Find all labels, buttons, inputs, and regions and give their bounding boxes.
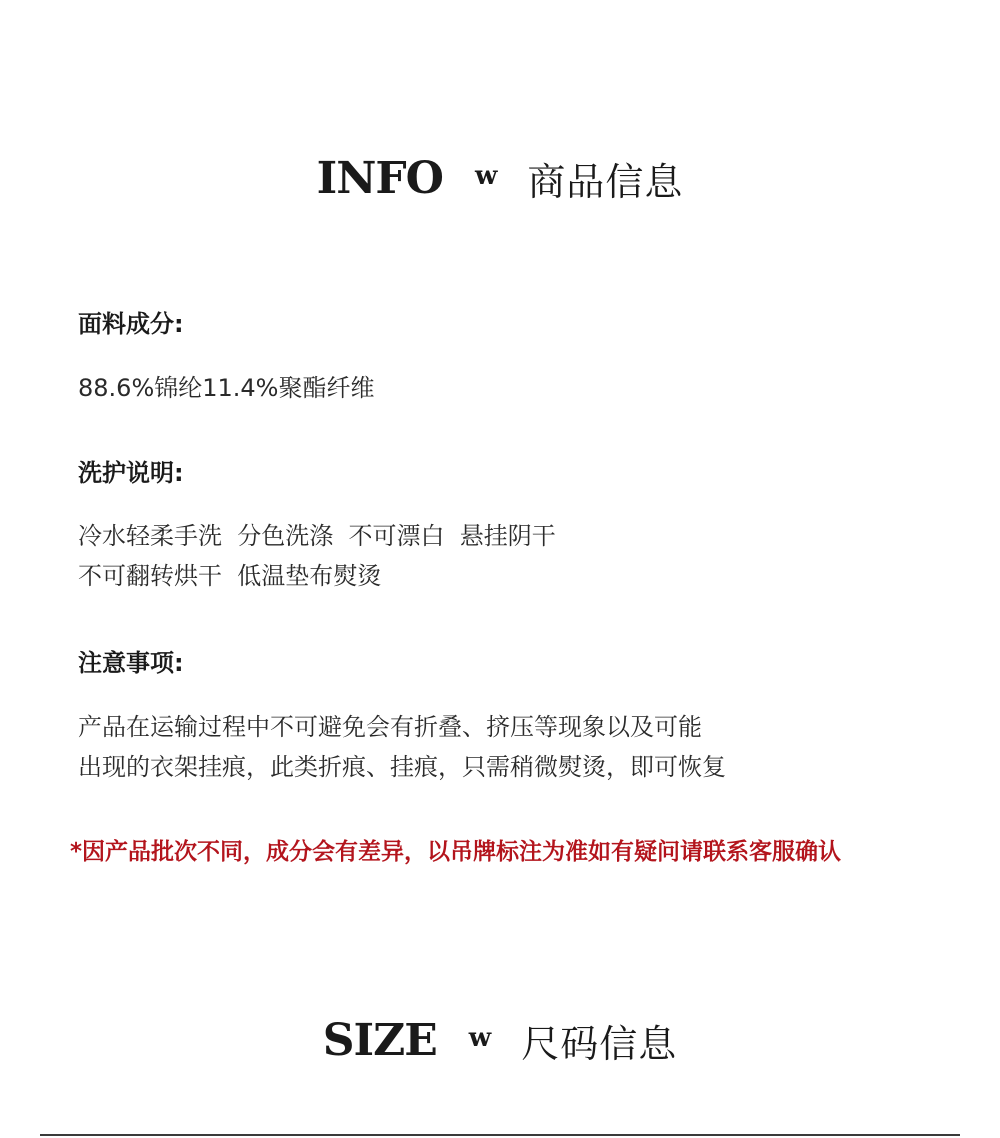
size-heading-cn: 尺码信息 — [521, 1021, 678, 1066]
care-line-1: 冷水轻柔手洗 分色洗涤 不可漂白 悬挂阴干 — [78, 522, 556, 550]
bottom-divider — [40, 1134, 960, 1136]
info-heading-en: INFO — [316, 152, 443, 204]
notice-label: 注意事项: — [78, 649, 184, 677]
notice-line-2: 出现的衣架挂痕，此类折痕、挂痕，只需稍微熨烫，即可恢复 — [78, 753, 726, 781]
info-heading-cn: 商品信息 — [527, 159, 684, 204]
size-section-heading — [0, 1010, 1000, 1070]
notice-line-1: 产品在运输过程中不可避免会有折叠、挤压等现象以及可能 — [78, 713, 702, 741]
size-heading-en: SIZE — [322, 1014, 437, 1066]
care-label: 洗护说明: — [78, 459, 184, 487]
fabric-value: 88.6%锦纶11.4%聚酯纤维 — [78, 374, 375, 402]
batch-disclaimer: *因产品批次不同，成分会有差异，以吊牌标注为准如有疑问请联系客服确认 — [70, 839, 842, 865]
size-heading-mark: w — [468, 1023, 492, 1053]
info-heading-mark: w — [474, 161, 498, 191]
fabric-label: 面料成分: — [78, 310, 184, 338]
info-section-heading — [0, 148, 1000, 208]
care-line-2: 不可翻转烘干 低温垫布熨烫 — [78, 562, 382, 590]
